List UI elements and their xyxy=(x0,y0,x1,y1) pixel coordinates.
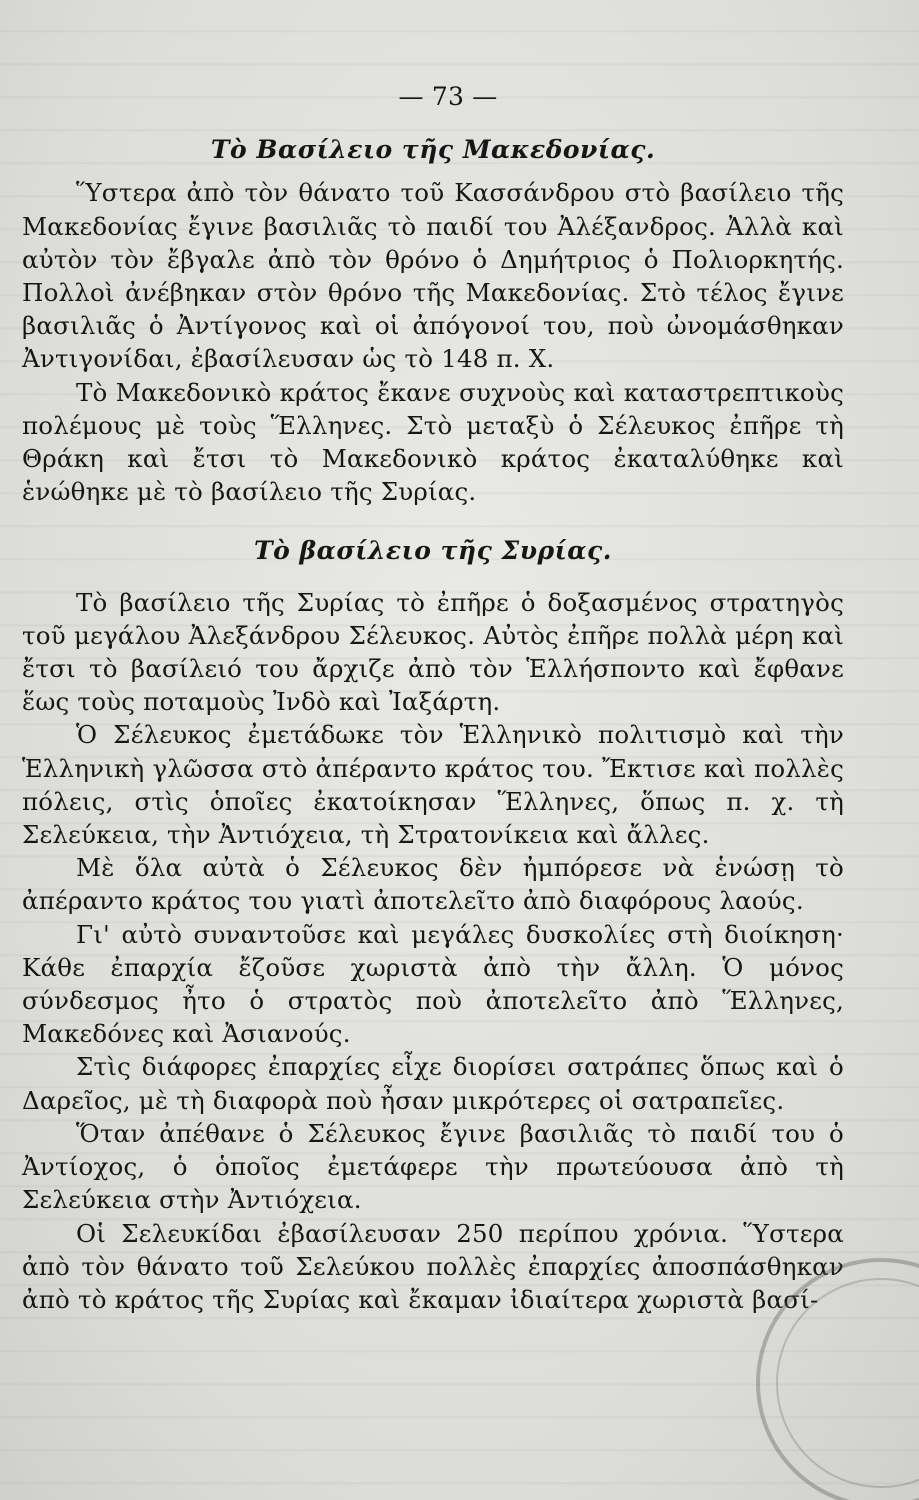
paragraph: Ὕστερα ἀπὸ τὸν θάνατο τοῦ Κασσάνδρου στὸ βασίλειο τῆς Μακεδονίας ἔγινε βασιλιᾶς τὸ παιδί του Ἀλέξανδρος. Ἀλλὰ καὶ αὐτὸν τὸν ἔβγαλε ἀπὸ τὸν θρόνο ὁ Δημήτριος ὁ Πολιορκητής. Πολλοὶ ἀνέβηκαν στὸν θρόνο τῆς Μακεδονίας. Στὸ τέλος ἔγινε βασιλιᾶς ὁ Ἀντίγονος καὶ οἱ ἀπόγονοί του, ποὺ ὠνομάσθηκαν Ἀντιγονίδαι, ἐβασίλευσαν ὡς τὸ 148 π. Χ. xyxy=(22,178,844,374)
section-title-macedonia: Τὸ Βασίλειο τῆς Μακεδονίας. xyxy=(210,135,656,165)
paragraph: Μὲ ὅλα αὐτὰ ὁ Σέλευκος δὲν ἠμπόρεσε νὰ ἑνώσῃ τὸ ἀπέραντο κράτος του γιατὶ ἀποτελεῖτο ἀπὸ διαφόρους λαούς. xyxy=(22,853,844,916)
page-text xyxy=(22,80,844,1316)
paragraph: Γι' αὐτὸ συναντοῦσε καὶ μεγάλες δυσκολίες στὴ διοίκηση· Κάθε ἐπαρχία ἔζοῦσε χωριστὰ ἀπὸ τὴν ἄλλη. Ὁ μόνος σύνδεσμος ἦτο ὁ στρατὸς ποὺ ἀποτελεῖτο ἀπὸ Ἕλληνες, Μακεδόνες καὶ Ἀσιανούς. xyxy=(22,919,844,1049)
paragraph: Ὅταν ἀπέθανε ὁ Σέλευκος ἔγινε βασιλιᾶς τὸ παιδί του ὁ Ἀντίοχος, ὁ ὁποῖος ἐμετάφερε τὴν πρωτεύουσα ἀπὸ τὴ Σελεύκεια στὴν Ἀντιόχεια. xyxy=(22,1118,844,1215)
paragraph: Τὸ βασίλειο τῆς Συρίας τὸ ἐπῆρε ὁ δοξασμένος στρατηγὸς τοῦ μεγάλου Ἀλεξάνδρου Σέλευκος. Αὐτὸς ἐπῆρε πολλὰ μέρη καὶ ἔτσι τὸ βασίλειό του ἄρχιζε ἀπὸ τὸν Ἑλλήσποντο καὶ ἔφθανε ἕως τοὺς ποταμοὺς Ἰνδὸ καὶ Ἰαξάρτη. xyxy=(22,587,844,717)
paragraph: Οἱ Σελευκίδαι ἐβασίλευσαν 250 περίπου χρόνια. Ὕστερα ἀπὸ τὸν θάνατο τοῦ Σελεύκου πολλὲς ἐπαρχίες ἀποσπάσθηκαν ἀπὸ τὸ κράτος τῆς Συρίας καὶ ἔκαμαν ἰδιαίτερα χωριστὰ βασί- xyxy=(22,1218,844,1314)
paragraph: Στὶς διάφορες ἐπαρχίες εἶχε διορίσει σατράπες ὅπως καὶ ὁ Δαρεῖος, μὲ τὴ διαφορὰ ποὺ ἦσαν μικρότερες οἱ σατραπεῖες. xyxy=(22,1052,844,1115)
paragraph: Ὁ Σέλευκος ἐμετάδωκε τὸν Ἑλληνικὸ πολιτισμὸ καὶ τὴν Ἑλληνικὴ γλῶσσα στὸ ἀπέραντο κράτος του. Ἔκτισε καὶ πολλὲς πόλεις, στὶς ὁποῖες ἐκατοίκησαν Ἕλληνες, ὅπως π. χ. τὴ Σελεύκεια, τὴν Ἀντιόχεια, τὴ Στρατονίκεια καὶ ἄλλες. xyxy=(22,720,844,850)
section-title-syria: Τὸ βασίλειο τῆς Συρίας. xyxy=(254,536,612,566)
paragraph: Τὸ Μακεδονικὸ κράτος ἔκανε συχνοὺς καὶ καταστρεπτικοὺς πολέμους μὲ τοὺς Ἕλληνες. Στὸ μεταξὺ ὁ Σέλευκος ἐπῆρε τὴ Θράκη καὶ ἔτσι τὸ Μακεδονικὸ κράτος ἐκαταλύθηκε καὶ ἑνώθηκε μὲ τὸ βασίλειο τῆς Συρίας. xyxy=(22,377,844,507)
page-number: — 73 — xyxy=(398,82,498,111)
